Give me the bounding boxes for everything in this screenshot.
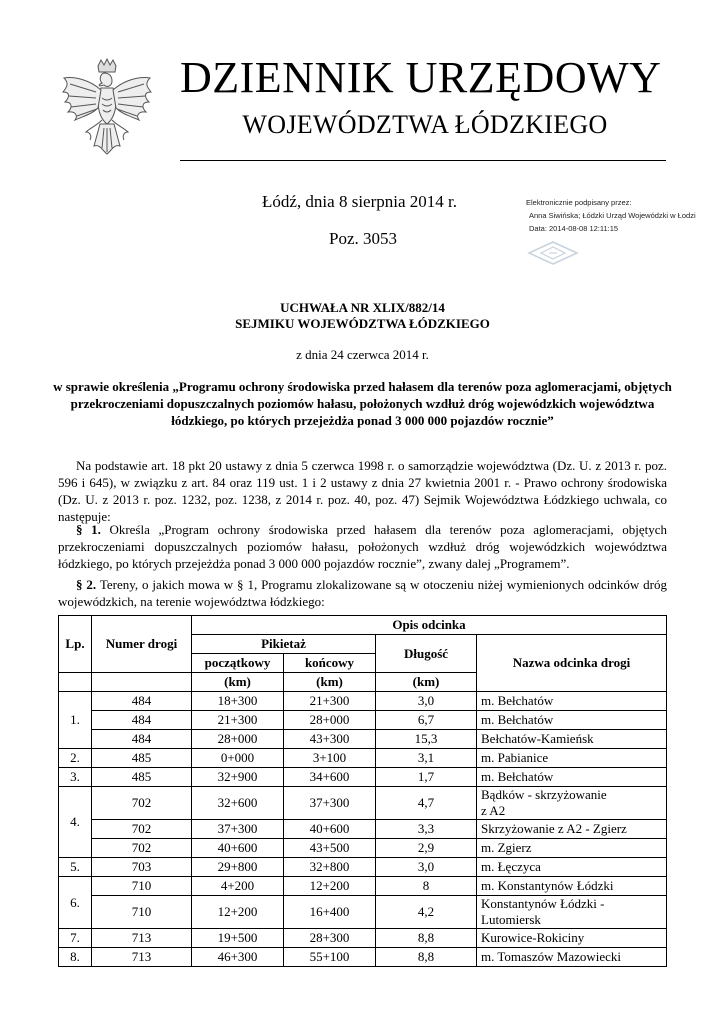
- cell-start: 28+000: [192, 730, 284, 749]
- eagle-emblem-icon: [60, 58, 154, 170]
- cell-name: m. Zgierz: [477, 839, 667, 858]
- journal-title: DZIENNIK URZĘDOWY: [180, 53, 662, 102]
- signature-date: Data: 2014-08-08 12:11:15: [529, 224, 619, 233]
- header-segment-description: Opis odcinka: [192, 616, 667, 635]
- cell-start: 4+200: [192, 877, 284, 896]
- table-row: [59, 711, 667, 730]
- resolution-issuer: SEJMIKU WOJEWÓDZTWA ŁÓDZKIEGO: [235, 316, 490, 331]
- cell-lp: 2.: [59, 749, 92, 768]
- cell-end: 43+300: [284, 730, 376, 749]
- cell-road: 710: [92, 877, 192, 896]
- cell-name: m. Konstantynów Łódzki: [477, 877, 667, 896]
- table-row: [59, 820, 667, 839]
- cell-start: 29+800: [192, 858, 284, 877]
- cell-length: 8: [376, 877, 477, 896]
- header-start: początkowy: [192, 654, 284, 673]
- header-unit-lp: [59, 673, 92, 692]
- road-segments-table: [58, 615, 667, 967]
- cell-length: 15,3: [376, 730, 477, 749]
- cell-name: m. Bełchatów: [477, 692, 667, 711]
- header-unit-end: (km): [284, 673, 376, 692]
- resolution-date: z dnia 24 czerwca 2014 r.: [296, 347, 429, 362]
- cell-length: 4,7: [376, 787, 477, 820]
- cell-start: 12+200: [192, 896, 284, 929]
- cell-length: 4,2: [376, 896, 477, 929]
- cell-name-line2: z A2: [481, 803, 506, 818]
- cell-road: 485: [92, 749, 192, 768]
- cell-start: 37+300: [192, 820, 284, 839]
- cell-name: m. Pabianice: [477, 749, 667, 768]
- cell-name: Skrzyżowanie z A2 - Zgierz: [477, 820, 667, 839]
- section-2-label: § 2.: [76, 577, 97, 592]
- table-row: [59, 839, 667, 858]
- cell-end: 21+300: [284, 692, 376, 711]
- cell-start: 32+900: [192, 768, 284, 787]
- table-row: [59, 768, 667, 787]
- cell-length: 2,9: [376, 839, 477, 858]
- cell-end: 34+600: [284, 768, 376, 787]
- cell-start: 21+300: [192, 711, 284, 730]
- header-unit-length: (km): [376, 673, 477, 692]
- electronic-signature: [526, 196, 696, 235]
- header-segment-name: Nazwa odcinka drogi: [477, 635, 667, 692]
- header-unit-road: [92, 673, 192, 692]
- issue-date: Łódź, dnia 8 sierpnia 2014 r.: [262, 192, 457, 211]
- cell-lp: 3.: [59, 768, 92, 787]
- cell-road: 702: [92, 820, 192, 839]
- cell-lp: 5.: [59, 858, 92, 877]
- section-1-paragraph: [58, 521, 667, 572]
- cell-road: 702: [92, 787, 192, 820]
- cell-lp: 1.: [59, 692, 92, 749]
- table-row: [59, 896, 667, 929]
- signature-label: Elektronicznie podpisany przez:: [526, 198, 632, 207]
- header-road-number: Numer drogi: [92, 616, 192, 673]
- cell-start: 32+600: [192, 787, 284, 820]
- section-2-text: Tereny, o jakich mowa w § 1, Programu zlokalizowane są w otoczeniu niżej wymienionych odcinków dróg wojewódzkich, na terenie województwa łódzkiego:: [58, 577, 668, 609]
- cell-road: 484: [92, 711, 192, 730]
- cell-name: m. Bełchatów: [477, 711, 667, 730]
- cell-road: 484: [92, 692, 192, 711]
- header-length: Długość: [376, 635, 477, 673]
- cell-name: m. Tomaszów Mazowiecki: [477, 948, 667, 967]
- table-row: [59, 877, 667, 896]
- signature-verified-icon: [525, 240, 581, 266]
- cell-length: 3,3: [376, 820, 477, 839]
- preamble-text: Na podstawie art. 18 pkt 20 ustawy z dnia 5 czerwca 1998 r. o samorządzie województwa (Dz. U. z 2013 r. poz. 596 i 645), w związku z art. 84 oraz 119 ust. 1 i 2 ustawy z dnia 27 kwietnia 2001 r. - Prawo ochrony środowiska (Dz. U. z 2013 r. poz. 1232, poz. 1238, z 2014 r. poz. 40, poz. 47) Sejmik Województwa Łódzkiego uchwala, co następuje:: [58, 458, 667, 524]
- cell-end: 55+100: [284, 948, 376, 967]
- cell-name: m. Bełchatów: [477, 768, 667, 787]
- section-2-paragraph: [58, 576, 667, 610]
- section-1-label: § 1.: [76, 522, 101, 537]
- cell-lp: 8.: [59, 948, 92, 967]
- cell-length: 1,7: [376, 768, 477, 787]
- cell-end: 28+000: [284, 711, 376, 730]
- cell-end: 28+300: [284, 929, 376, 948]
- cell-end: 32+800: [284, 858, 376, 877]
- cell-road: 713: [92, 929, 192, 948]
- cell-lp: 7.: [59, 929, 92, 948]
- issue-position: Poz. 3053: [329, 229, 397, 248]
- cell-start: 18+300: [192, 692, 284, 711]
- header-chainage: Pikietaż: [192, 635, 376, 654]
- cell-end: 40+600: [284, 820, 376, 839]
- cell-name-line1: Bądków - skrzyżowanie: [481, 787, 607, 802]
- cell-road: 713: [92, 948, 192, 967]
- cell-start: 0+000: [192, 749, 284, 768]
- cell-end: 12+200: [284, 877, 376, 896]
- header-unit-start: (km): [192, 673, 284, 692]
- table-row: [59, 730, 667, 749]
- journal-subtitle: WOJEWÓDZTWA ŁÓDZKIEGO: [242, 110, 608, 139]
- cell-name: Kurowice-Rokiciny: [477, 929, 667, 948]
- resolution-subject: w sprawie określenia „Programu ochrony środowiska przed hałasem dla terenów poza aglomeracjami, objętych przekroczeniami dopuszczalnych poziomów hałasu, położonych wzdłuż dróg wojewódzkich województwa łódzkiego, po których przejeżdża ponad 3 000 000 pojazdów rocznie”: [53, 379, 672, 428]
- table-row: [59, 749, 667, 768]
- signature-signer: Anna Siwińska; Łódzki Urząd Wojewódzki w Łodzi: [529, 211, 696, 220]
- cell-road: 484: [92, 730, 192, 749]
- cell-end: 43+500: [284, 839, 376, 858]
- cell-length: 3,1: [376, 749, 477, 768]
- header-lp: Lp.: [59, 616, 92, 673]
- cell-length: 3,0: [376, 858, 477, 877]
- table-row: [59, 948, 667, 967]
- cell-end: 37+300: [284, 787, 376, 820]
- cell-length: 6,7: [376, 711, 477, 730]
- table-row: [59, 858, 667, 877]
- table-row: [59, 929, 667, 948]
- preamble-paragraph: [58, 457, 667, 525]
- table-row: [59, 692, 667, 711]
- cell-road: 485: [92, 768, 192, 787]
- cell-name: [477, 787, 667, 820]
- section-1-text: Określa „Program ochrony środowiska przed hałasem dla terenów poza aglomeracjami, objętych przekroczeniami dopuszczalnych poziomów hałasu, położonych wzdłuż dróg wojewódzkich województwa łódzkiego, po których przejeżdża ponad 3 000 000 pojazdów rocznie”, zwany dalej „Programem”.: [58, 522, 668, 571]
- cell-name: m. Łęczyca: [477, 858, 667, 877]
- cell-start: 40+600: [192, 839, 284, 858]
- cell-length: 8,8: [376, 929, 477, 948]
- cell-start: 46+300: [192, 948, 284, 967]
- table-row: [59, 787, 667, 820]
- header-end: końcowy: [284, 654, 376, 673]
- cell-name: Bełchatów-Kamieńsk: [477, 730, 667, 749]
- resolution-number: UCHWAŁA NR XLIX/882/14: [280, 300, 445, 315]
- masthead-divider: [180, 160, 666, 161]
- cell-end: 16+400: [284, 896, 376, 929]
- cell-lp: 6.: [59, 877, 92, 929]
- cell-length: 3,0: [376, 692, 477, 711]
- cell-end: 3+100: [284, 749, 376, 768]
- cell-road: 710: [92, 896, 192, 929]
- cell-length: 8,8: [376, 948, 477, 967]
- cell-road: 702: [92, 839, 192, 858]
- cell-name: Konstantynów Łódzki - Lutomiersk: [477, 896, 667, 929]
- cell-lp: 4.: [59, 787, 92, 858]
- cell-road: 703: [92, 858, 192, 877]
- cell-start: 19+500: [192, 929, 284, 948]
